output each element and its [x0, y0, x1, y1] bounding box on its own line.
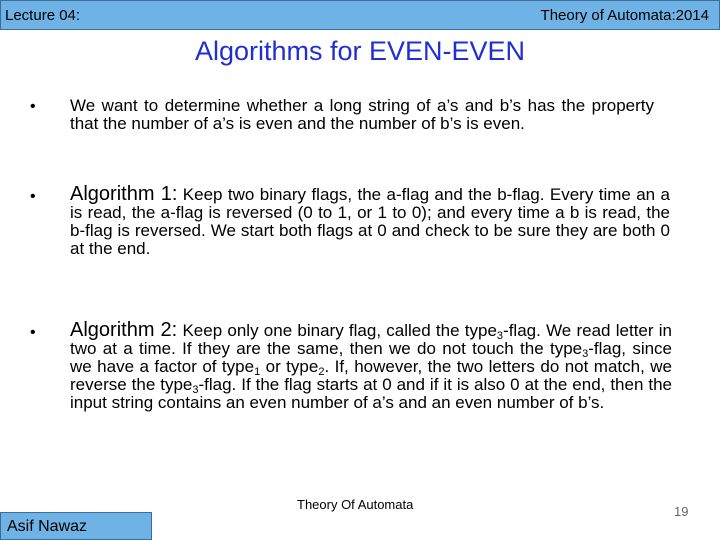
- subscript: 3: [192, 384, 199, 396]
- bullet-1-text: We want to determine whether a long string of a’s and b’s has the property that the number of a’s is even and the number of b’s is even.: [70, 96, 654, 133]
- bullet-1-icon: •: [30, 98, 36, 115]
- bullet-3-text-b: -flag. We read letter in two at a time. If they are the same, then we do not touch the type: [70, 321, 672, 358]
- bullet-2-icon: •: [30, 188, 36, 205]
- footer-course-name: Theory Of Automata: [297, 497, 414, 512]
- footer-bar: [0, 512, 152, 540]
- slide-title: Algorithms for EVEN-EVEN: [194, 36, 526, 66]
- subscript: 3: [496, 330, 504, 342]
- bullet-3-text-e: . If, however, the two letters do not match, we reverse the type: [70, 357, 672, 394]
- subscript: 1: [254, 366, 261, 378]
- bullet-3-text-a: Keep only one binary flag, called the type: [182, 321, 497, 340]
- bullet-3-icon: •: [30, 324, 36, 341]
- bullet-3: [70, 321, 672, 412]
- bullet-2-text: Keep two binary flags, the a-flag and the b-flag. Every time an a is read, the a-flag is reversed (0 to 1, or 1 to 0); and every time a b is read, the b-flag is reversed. We start both flags at 0 and check to be sure they are both 0 at the end.: [70, 185, 670, 258]
- bullet-2-lead: Algorithm 1:: [70, 183, 178, 205]
- bullet-3-text-f: -flag. If the flag starts at 0 and if it is also 0 at the end, then the input string contains an even number of a’s and an even number of b’s.: [70, 375, 672, 412]
- bullet-2: [70, 185, 670, 258]
- bullet-3-lead: Algorithm 2:: [70, 319, 178, 341]
- page-number: 19: [674, 504, 689, 519]
- lecture-label: Lecture 04:: [5, 7, 81, 24]
- subscript: 3: [582, 348, 589, 360]
- course-label: Theory of Automata:2014: [540, 7, 709, 24]
- bullet-3-text-d: or type: [260, 357, 319, 376]
- header-bar: [0, 0, 720, 30]
- subscript: 2: [318, 366, 325, 378]
- author-name: Asif Nawaz: [7, 518, 88, 535]
- bullet-3-text-c: -flag, since we have a factor of type: [70, 339, 673, 376]
